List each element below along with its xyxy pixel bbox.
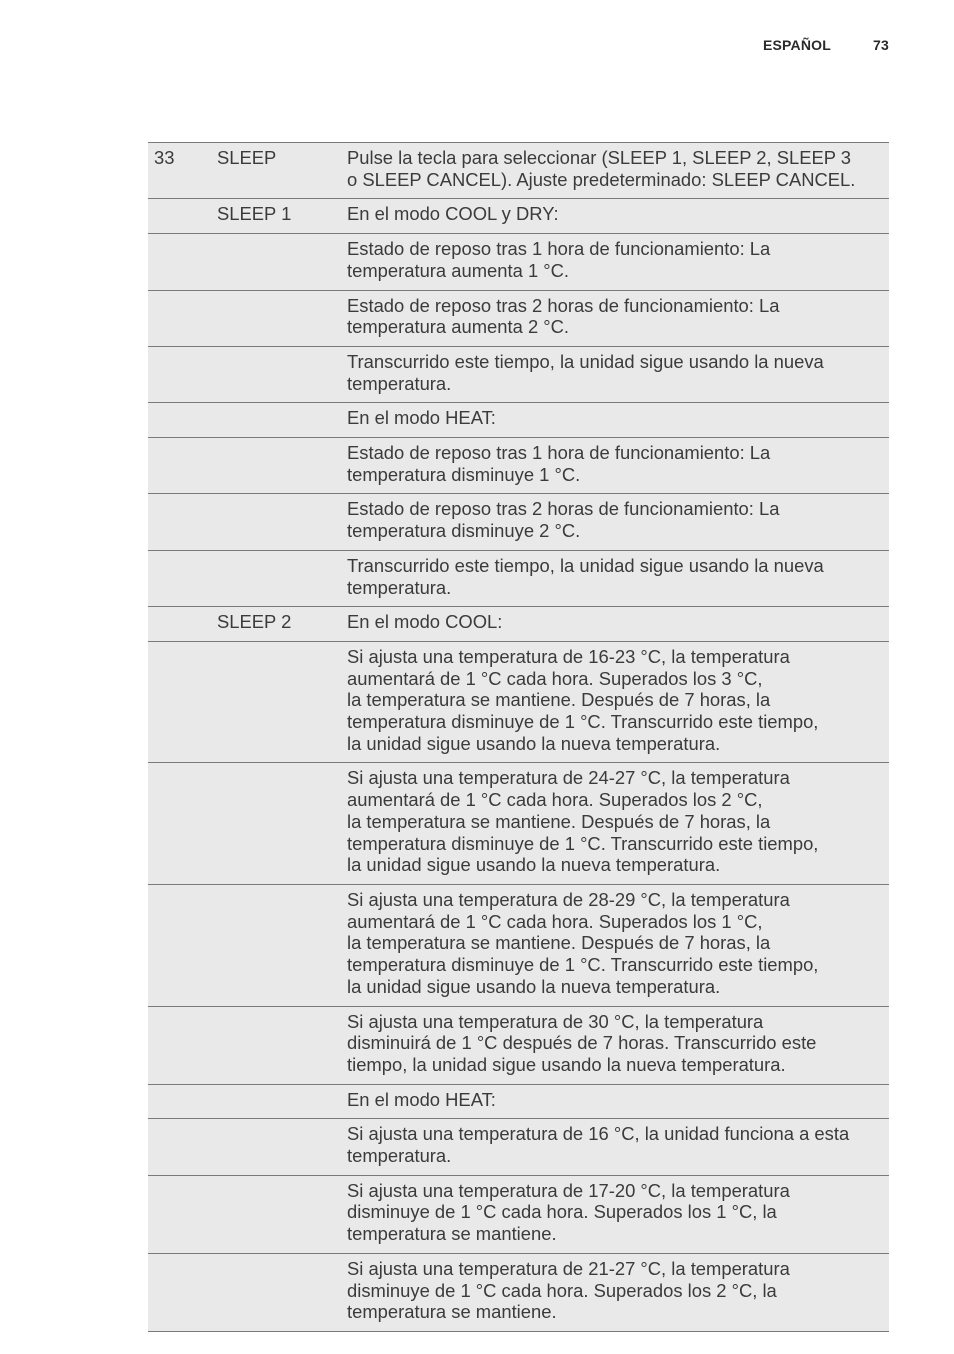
description-line: Transcurrido este tiempo, la unidad sigue usando la nueva	[347, 554, 824, 576]
description-line: Estado de reposo tras 2 horas de funcionamiento: La	[347, 498, 780, 520]
description-line: temperatura disminuye de 1 °C. Transcurrido este tiempo,	[347, 954, 819, 976]
description-cell	[347, 607, 889, 642]
table-row	[148, 234, 889, 290]
table-row	[148, 1119, 889, 1175]
description-cell	[347, 438, 889, 494]
row-number-cell	[148, 199, 217, 234]
table-body	[148, 143, 889, 1332]
table-row	[148, 763, 889, 885]
row-number-cell	[148, 438, 217, 494]
table-row	[148, 290, 889, 346]
description-line: la unidad sigue usando la nueva temperatura.	[347, 975, 721, 997]
setting-name-cell	[217, 403, 347, 438]
description-line: temperatura disminuye de 1 °C. Transcurrido este tiempo,	[347, 832, 819, 854]
table-row	[148, 199, 889, 234]
row-number-cell	[148, 234, 217, 290]
setting-name-cell	[217, 1084, 347, 1119]
description-line: aumentará de 1 °C cada hora. Superados los 3 °C,	[347, 667, 763, 689]
description-line: la unidad sigue usando la nueva temperatura.	[347, 732, 721, 754]
table-row	[148, 607, 889, 642]
table-row	[148, 1084, 889, 1119]
description-line: Estado de reposo tras 1 hora de funcionamiento: La	[347, 238, 771, 260]
description-cell	[347, 494, 889, 550]
setting-name-cell	[217, 1119, 347, 1175]
description-line: disminuye de 1 °C cada hora. Superados los 2 °C, la	[347, 1279, 777, 1301]
setting-name-cell	[217, 1253, 347, 1331]
description-cell	[347, 1119, 889, 1175]
description-line: Si ajusta una temperatura de 16 °C, la unidad funciona a esta	[347, 1123, 850, 1145]
description-line: temperatura.	[347, 1145, 452, 1167]
description-cell	[347, 1175, 889, 1253]
setting-name-cell	[217, 438, 347, 494]
description-line: la temperatura se mantiene. Después de 7 horas, la	[347, 810, 771, 832]
description-cell	[347, 234, 889, 290]
description-line: En el modo HEAT:	[347, 407, 496, 429]
setting-name-cell	[217, 550, 347, 606]
setting-name-cell	[217, 346, 347, 402]
row-number-cell	[148, 1006, 217, 1084]
row-number-cell	[148, 494, 217, 550]
description-line: temperatura disminuye 1 °C.	[347, 463, 581, 485]
table-row	[148, 1006, 889, 1084]
setting-name-cell	[217, 641, 347, 763]
description-line: tiempo, la unidad sigue usando la nueva temperatura.	[347, 1053, 786, 1075]
setting-name-cell	[217, 494, 347, 550]
description-line: disminuirá de 1 °C después de 7 horas. Transcurrido este	[347, 1032, 817, 1054]
row-number-cell	[148, 607, 217, 642]
description-line: Transcurrido este tiempo, la unidad sigue usando la nueva	[347, 350, 824, 372]
setting-name-cell	[217, 1006, 347, 1084]
description-line: la unidad sigue usando la nueva temperatura.	[347, 854, 721, 876]
description-line: Si ajusta una temperatura de 17-20 °C, la temperatura	[347, 1179, 790, 1201]
description-line: Estado de reposo tras 2 horas de funcionamiento: La	[347, 294, 780, 316]
description-line: Estado de reposo tras 1 hora de funcionamiento: La	[347, 442, 771, 464]
description-line: Si ajusta una temperatura de 21-27 °C, la temperatura	[347, 1257, 790, 1279]
description-cell	[347, 403, 889, 438]
description-line: En el modo COOL y DRY:	[347, 203, 559, 225]
description-line: temperatura se mantiene.	[347, 1301, 557, 1323]
description-cell	[347, 763, 889, 885]
table-row	[148, 884, 889, 1006]
description-line: la temperatura se mantiene. Después de 7 horas, la	[347, 932, 771, 954]
table-row	[148, 1175, 889, 1253]
description-cell	[347, 143, 889, 199]
description-line: Si ajusta una temperatura de 28-29 °C, la temperatura	[347, 888, 790, 910]
description-line: temperatura.	[347, 372, 452, 394]
description-line: temperatura se mantiene.	[347, 1223, 557, 1245]
description-line: En el modo HEAT:	[347, 1088, 496, 1110]
description-line: la temperatura se mantiene. Después de 7 horas, la	[347, 689, 771, 711]
table-row	[148, 550, 889, 606]
setting-name-cell	[217, 234, 347, 290]
row-number-cell	[148, 1253, 217, 1331]
description-cell	[347, 1084, 889, 1119]
description-line: temperatura aumenta 2 °C.	[347, 316, 570, 338]
setting-name-cell: SLEEP 2	[217, 607, 347, 642]
description-cell	[347, 199, 889, 234]
row-number-cell	[148, 763, 217, 885]
row-number-cell	[148, 884, 217, 1006]
table-row	[148, 641, 889, 763]
language-label: ESPAÑOL	[762, 37, 832, 53]
description-cell	[347, 346, 889, 402]
setting-name-cell	[217, 763, 347, 885]
setting-name-cell	[217, 290, 347, 346]
row-number-cell	[148, 1175, 217, 1253]
table-row	[148, 346, 889, 402]
table-row	[148, 494, 889, 550]
description-line: Si ajusta una temperatura de 16-23 °C, la temperatura	[347, 645, 790, 667]
description-line: Si ajusta una temperatura de 24-27 °C, la temperatura	[347, 767, 790, 789]
table-row	[148, 438, 889, 494]
row-number-cell	[148, 290, 217, 346]
table-row	[148, 143, 889, 199]
setting-name-cell	[217, 1175, 347, 1253]
description-line: o SLEEP CANCEL). Ajuste predeterminado: SLEEP CANCEL.	[347, 168, 856, 190]
description-line: temperatura disminuye 2 °C.	[347, 520, 581, 542]
row-number-cell	[148, 346, 217, 402]
description-line: Pulse la tecla para seleccionar (SLEEP 1, SLEEP 2, SLEEP 3	[347, 147, 851, 168]
setting-name-cell	[217, 884, 347, 1006]
row-number-cell	[148, 550, 217, 606]
page-header	[763, 37, 889, 53]
row-number-cell	[148, 1084, 217, 1119]
description-cell	[347, 641, 889, 763]
setting-name-cell: SLEEP 1	[217, 199, 347, 234]
page-number: 73	[873, 37, 889, 53]
table-row	[148, 1253, 889, 1331]
row-number-cell	[148, 641, 217, 763]
description-cell	[347, 290, 889, 346]
description-cell	[347, 884, 889, 1006]
description-line: En el modo COOL:	[347, 611, 503, 633]
description-line: temperatura disminuye de 1 °C. Transcurrido este tiempo,	[347, 711, 819, 733]
setting-name-cell: SLEEP	[217, 143, 347, 199]
description-line: disminuye de 1 °C cada hora. Superados los 1 °C, la	[347, 1201, 777, 1223]
description-cell	[347, 1006, 889, 1084]
description-line: Si ajusta una temperatura de 30 °C, la temperatura	[347, 1010, 764, 1032]
sleep-settings-table	[148, 142, 889, 1332]
description-line: temperatura aumenta 1 °C.	[347, 259, 570, 281]
row-number-cell	[148, 1119, 217, 1175]
description-line: aumentará de 1 °C cada hora. Superados los 2 °C,	[347, 789, 763, 811]
row-number-cell: 33	[148, 143, 217, 199]
description-line: aumentará de 1 °C cada hora. Superados los 1 °C,	[347, 910, 763, 932]
description-line: temperatura.	[347, 576, 452, 598]
row-number-cell	[148, 403, 217, 438]
description-cell	[347, 550, 889, 606]
description-cell	[347, 1253, 889, 1331]
table-row	[148, 403, 889, 438]
